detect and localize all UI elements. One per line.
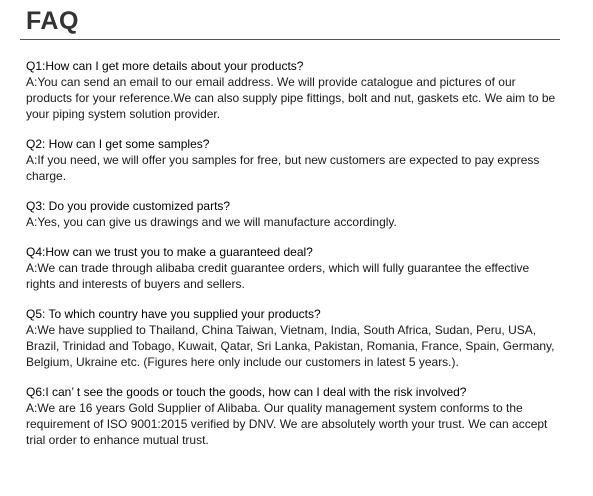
faq-question: Q3: Do you provide customized parts?: [26, 199, 231, 213]
faq-question: Q2: How can I get some samples?: [26, 137, 210, 151]
faq-question: Q6:I can’ t see the goods or touch the goods, how can I deal with the risk involved?: [26, 385, 467, 399]
faq-answer: A:We are 16 years Gold Supplier of Alibaba. Our quality management system conforms to the requirement of ISO 9001:2015 verified by DNV. We are absolutely worth your trust. We can accept trial order to enhance mutual trust.: [26, 401, 548, 447]
faq-item-q1: [26, 58, 556, 122]
title-divider: [20, 39, 560, 40]
faq-answer: A:We have supplied to Thailand, China Taiwan, Vietnam, India, South Africa, Sudan, Peru, USA, Brazil, Trinidad and Tobago, Kuwait, Qatar, Sri Lanka, Pakistan, Romania, France, Spain, Germany, Belgium, Ukraine etc. (Figures here only include our customers in latest 5 years.).: [26, 323, 555, 369]
faq-question: Q5: To which country have you supplied your products?: [26, 307, 321, 321]
faq-item-q4: [26, 244, 556, 292]
faq-item-q5: [26, 306, 556, 370]
faq-answer: A:You can send an email to our email address. We will provide catalogue and pictures of our products for your reference.We can also supply pipe fittings, bolt and nut, gaskets etc. We aim to be your piping system solution provider.: [26, 75, 556, 121]
faq-item-q2: [26, 136, 556, 184]
faq-answer: A:If you need, we will offer you samples for free, but new customers are expected to pay express charge.: [26, 153, 540, 183]
faq-item-q3: [26, 198, 556, 230]
faq-list: [26, 58, 556, 462]
faq-item-q6: [26, 384, 556, 448]
page-title: FAQ: [26, 7, 79, 35]
faq-question: Q4:How can we trust you to make a guaranteed deal?: [26, 245, 313, 259]
faq-answer: A:We can trade through alibaba credit guarantee orders, which will fully guarantee the effective rights and interests of buyers and sellers.: [26, 261, 530, 291]
faq-question: Q1:How can I get more details about your products?: [26, 59, 304, 73]
faq-answer: A:Yes, you can give us drawings and we will manufacture accordingly.: [26, 215, 397, 229]
faq-header: [20, 6, 560, 40]
